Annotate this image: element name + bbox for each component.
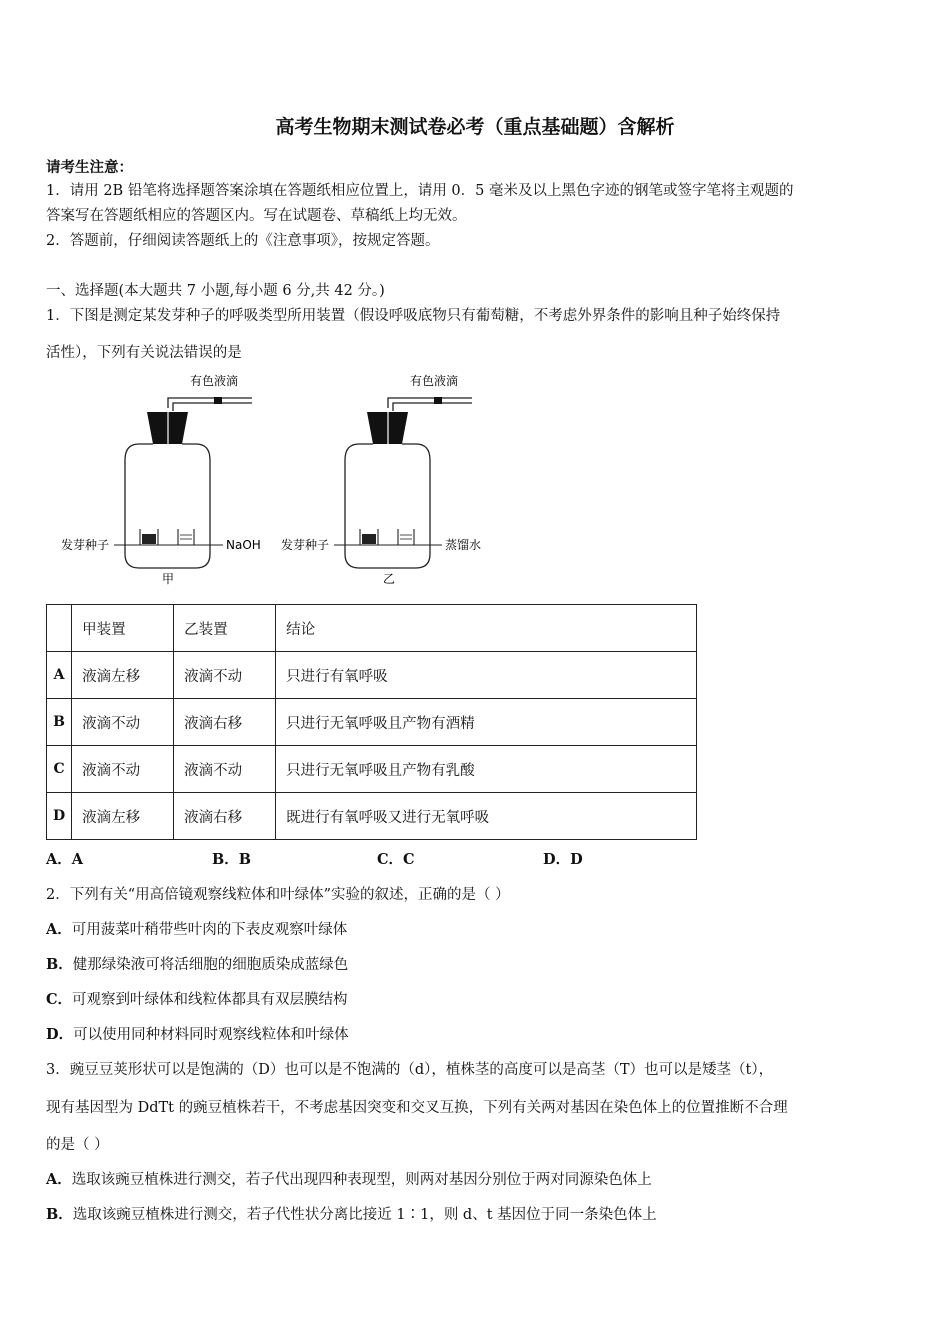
table-header-cell: 乙装置	[174, 605, 276, 652]
notice-item-1-line-1: 1．请用 2B 铅笔将选择题答案涂填在答题纸相应位置上，请用 0．5 毫米及以上黑色字迹的钢笔或签字笔将主观题的	[46, 183, 794, 199]
section-heading: 一、选择题(本大题共 7 小题,每小题 6 分,共 42 分。)	[46, 283, 385, 299]
table-cell: 液滴右移	[174, 793, 276, 840]
table-cell: B	[47, 699, 72, 746]
q1-option-b[interactable]: B．B	[212, 851, 252, 868]
apparatus-jia	[61, 373, 261, 586]
question-3-line-1: 3．豌豆豆荚形状可以是饱满的（D）也可以是不饱满的（d），植株茎的高度可以是高茎（T）也可以是矮茎（t），	[46, 1062, 774, 1078]
colored-droplet-right	[434, 397, 442, 404]
seed-label-right: 发芽种子	[281, 538, 330, 552]
table-cell: 只进行有氧呼吸	[276, 652, 697, 699]
apparatus-figure	[46, 368, 506, 594]
option-text: 健那绿染液可将活细胞的细胞质染成蓝绿色	[72, 957, 349, 973]
table-row	[47, 652, 697, 699]
question-1-line-1: 1．下图是测定某发芽种子的呼吸类型所用装置（假设呼吸底物只有葡萄糖，不考虑外界条件的影响且种子始终保持	[46, 308, 781, 324]
colored-droplet-label-right: 有色液滴	[410, 374, 459, 388]
q2-option-d[interactable]	[46, 1023, 349, 1044]
option-letter: A．	[46, 1171, 72, 1188]
apparatus-yi	[281, 373, 481, 586]
table-row	[47, 699, 697, 746]
table-header-row	[47, 605, 697, 652]
q3-option-a[interactable]	[46, 1168, 652, 1189]
table-cell: 液滴左移	[72, 793, 174, 840]
notice-item-2: 2．答题前，仔细阅读答题纸上的《注意事项》，按规定答题。	[46, 233, 440, 249]
option-text: 可用菠菜叶稍带些叶肉的下表皮观察叶绿体	[71, 922, 348, 938]
table-cell: C	[47, 746, 72, 793]
question-1-line-2: 活性），下列有关说法错误的是	[46, 345, 242, 361]
naoh-label: NaOH	[226, 538, 261, 552]
question-3-line-3: 的是（ ）	[46, 1137, 109, 1153]
table-cell: 既进行有氧呼吸又进行无氧呼吸	[276, 793, 697, 840]
table-cell: 液滴不动	[72, 699, 174, 746]
table-header-cell: 结论	[276, 605, 697, 652]
colored-droplet-left	[214, 397, 222, 404]
q3-option-b[interactable]	[46, 1203, 657, 1224]
option-letter: B．	[46, 956, 73, 973]
q1-option-c[interactable]: C．C	[377, 851, 415, 868]
table-row	[47, 793, 697, 840]
apparatus-name-jia: 甲	[162, 572, 175, 586]
option-letter: B．	[46, 1206, 73, 1223]
option-letter: D．	[46, 1026, 74, 1043]
q2-option-a[interactable]	[46, 918, 347, 939]
table-cell: 液滴右移	[174, 699, 276, 746]
option-letter: C．	[46, 991, 73, 1008]
q2-option-c[interactable]	[46, 988, 348, 1009]
table-cell: 液滴不动	[174, 746, 276, 793]
question-3-line-2: 现有基因型为 DdTt 的豌豆植株若干，不考虑基因突变和交叉互换，下列有关两对基因在染色体上的位置推断不合理	[46, 1100, 788, 1116]
table-cell: 只进行无氧呼吸且产物有乳酸	[276, 746, 697, 793]
table-row	[47, 746, 697, 793]
page-title: 高考生物期末测试卷必考（重点基础题）含解析	[275, 116, 675, 138]
option-text: 可以使用同种材料同时观察线粒体和叶绿体	[73, 1027, 349, 1043]
table-header-cell	[47, 605, 72, 652]
option-text: 选取该豌豆植株进行测交，若子代出现四种表现型，则两对基因分别位于两对同源染色体上	[71, 1172, 652, 1188]
table-cell: 液滴不动	[72, 746, 174, 793]
notice-item-1-line-2: 答案写在答题纸相应的答题区内。写在试题卷、草稿纸上均无效。	[46, 208, 467, 224]
option-text: 选取该豌豆植株进行测交，若子代性状分离比接近 1∶1，则 d、t 基因位于同一条染色体上	[72, 1207, 657, 1223]
table-cell: 液滴左移	[72, 652, 174, 699]
option-text: 可观察到叶绿体和线粒体都具有双层膜结构	[72, 992, 348, 1008]
q2-option-b[interactable]	[46, 953, 348, 974]
table-cell: D	[47, 793, 72, 840]
q1-option-a[interactable]: A．A	[46, 851, 84, 868]
question-2-stem: 2．下列有关“用高倍镜观察线粒体和叶绿体”实验的叙述，正确的是（ ）	[46, 887, 510, 903]
table-header-cell: 甲装置	[72, 605, 174, 652]
table-cell: 液滴不动	[174, 652, 276, 699]
q1-option-d[interactable]: D．D	[543, 851, 583, 868]
distilled-water-label: 蒸馏水	[445, 538, 482, 552]
question-1-table	[46, 604, 697, 840]
notice-heading: 请考生注意：	[46, 159, 133, 176]
option-letter: A．	[46, 921, 72, 938]
apparatus-name-yi: 乙	[383, 572, 396, 586]
table-cell: 只进行无氧呼吸且产物有酒精	[276, 699, 697, 746]
table-cell: A	[47, 652, 72, 699]
seed-label-left: 发芽种子	[61, 538, 110, 552]
colored-droplet-label-left: 有色液滴	[190, 374, 239, 388]
